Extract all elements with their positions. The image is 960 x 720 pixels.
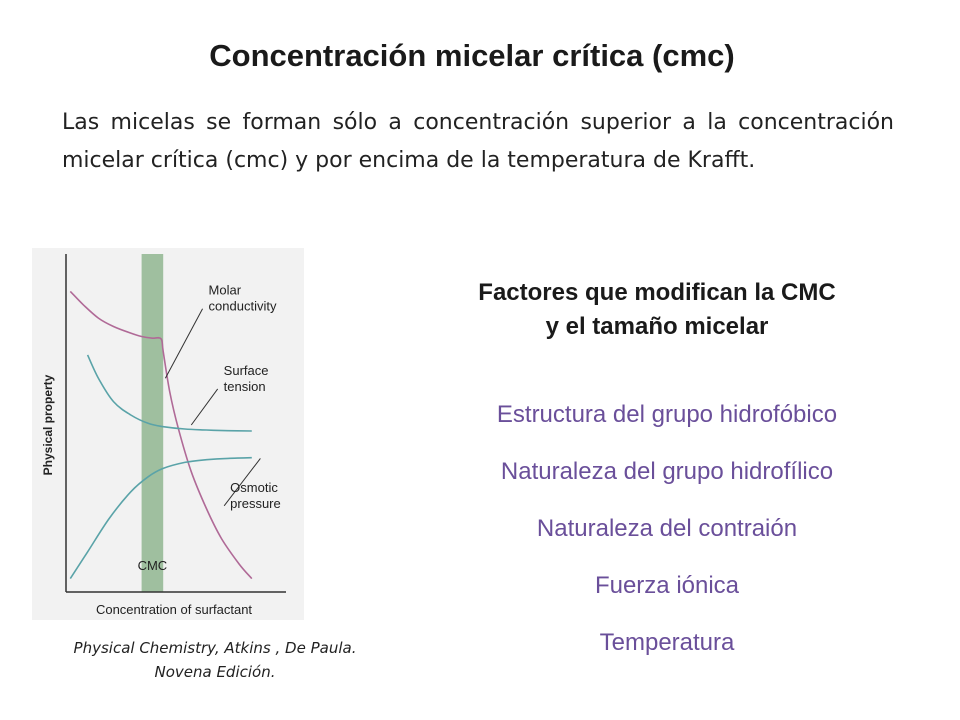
intro-paragraph: Las micelas se forman sólo a concentración superior a la concentración micelar crítica (cmc) y por encima de la temperatura de Krafft. [62, 110, 894, 173]
factors-list [412, 390, 922, 675]
series-label: Osmotic pressure [230, 479, 281, 511]
y-axis-label: Physical property [41, 374, 55, 476]
cmc-band [142, 254, 164, 592]
page-title: Concentración micelar crítica (cmc) [209, 38, 735, 73]
factor-item: Estructura del grupo hidrofóbico [496, 401, 838, 428]
caption-line-1: Physical Chemistry, Atkins , De Paula. [73, 639, 357, 657]
chart-svg [32, 248, 304, 620]
factor-item: Temperatura [599, 629, 735, 656]
factor-item: Naturaleza del grupo hidrofílico [500, 458, 834, 485]
x-axis-label: Concentration of surfactant [95, 602, 253, 617]
series-label: Molar conductivity [208, 282, 277, 314]
series-leader-line [165, 309, 202, 379]
series-leader-line [191, 389, 217, 425]
cmc-band-label: CMC [137, 558, 168, 573]
factors-heading-line-1: Factores que modifican la CMC [478, 279, 836, 306]
series-label-layer [209, 283, 281, 511]
factor-item: Fuerza iónica [594, 572, 740, 599]
factors-heading-line-2: y el tamaño micelar [545, 313, 769, 340]
cmc-chart [32, 248, 304, 620]
figure-caption [30, 636, 400, 684]
factors-heading [402, 276, 912, 344]
caption-line-2: Novena Edición. [154, 663, 276, 681]
series-label: Surface tension [223, 362, 269, 394]
factor-item: Naturaleza del contraión [536, 515, 798, 542]
leader-layer [165, 309, 260, 506]
